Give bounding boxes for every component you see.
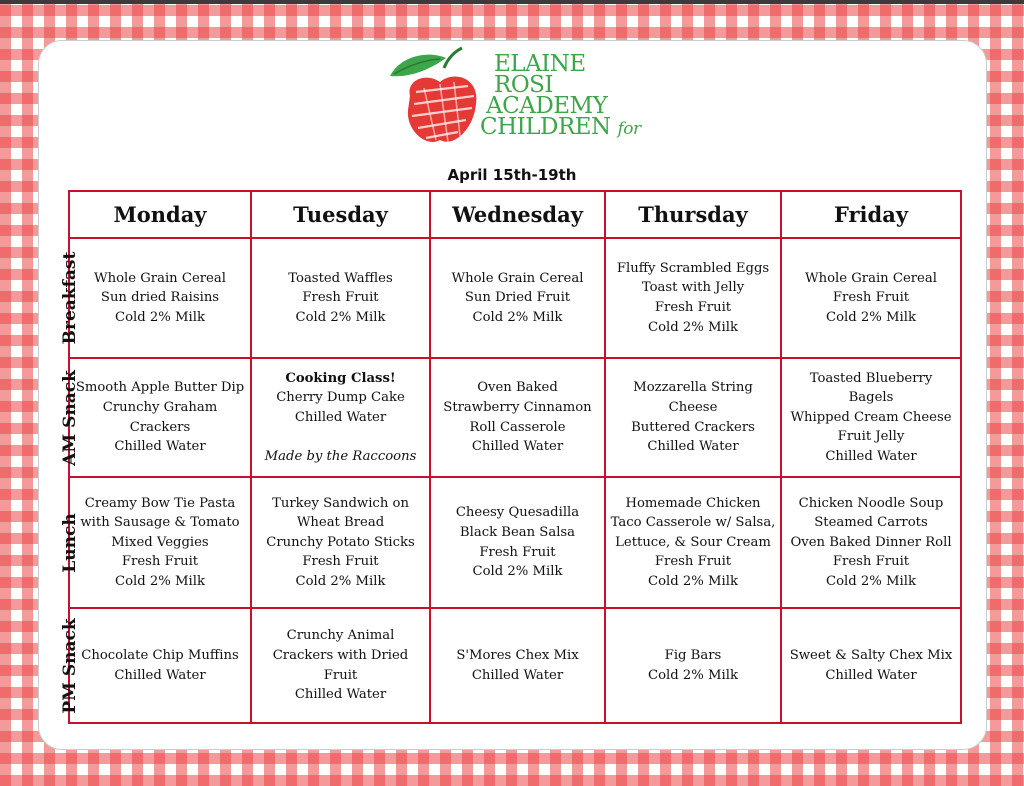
menu-item: Homemade Chicken (625, 495, 761, 511)
menu-cell-am-snack-wednesday (430, 358, 605, 477)
day-header-thursday: Thursday (605, 191, 781, 238)
menu-item-note: Made by the Raccoons (264, 448, 417, 464)
menu-item: Chilled Water (471, 667, 564, 683)
school-name-for: for (617, 119, 641, 139)
menu-item: Cold 2% Milk (295, 573, 386, 589)
menu-item: Smooth Apple Butter Dip (75, 380, 245, 396)
row-label-pm-snack: PM Snack (60, 617, 80, 714)
menu-item: Roll Casserole (469, 419, 566, 435)
menu-item: Lettuce, & Sour Cream (615, 534, 771, 550)
menu-item: Fresh Fruit (479, 544, 556, 560)
menu-item: Sun Dried Fruit (464, 290, 571, 306)
menu-item: Chocolate Chip Muffins (81, 647, 239, 663)
menu-item: Fresh Fruit (302, 554, 379, 570)
menu-cell-am-snack-friday (781, 358, 961, 477)
meal-row-am-snack (69, 358, 961, 477)
menu-item: Mixed Veggies (111, 534, 209, 550)
menu-item: Cold 2% Milk (295, 309, 386, 325)
day-header-row (69, 191, 961, 238)
menu-item: Crackers with Dried (272, 647, 409, 663)
menu-item: Fresh Fruit (654, 300, 732, 315)
menu-item: Turkey Sandwich on (272, 495, 409, 511)
school-name-line4: CHILDREN (480, 114, 611, 140)
menu-item: Chilled Water (471, 439, 564, 455)
menu-item: Steamed Carrots (814, 515, 928, 531)
school-name-line3: ACADEMY (486, 93, 608, 119)
menu-item: Chilled Water (114, 667, 206, 683)
menu-item: Fruit Jelly (837, 429, 905, 445)
menu-item: Fresh Fruit (302, 290, 379, 306)
menu-cell-lunch-monday (69, 477, 251, 608)
menu-item: Sun dried Raisins (100, 290, 220, 306)
menu-item: Creamy Bow Tie Pasta (84, 495, 236, 511)
school-name-line1: ELAINE (494, 51, 586, 77)
school-name-line2: ROSI (494, 72, 554, 98)
menu-item: Cold 2% Milk (826, 573, 916, 589)
menu-item: Buttered Crackers (631, 419, 755, 435)
menu-item: Wheat Bread (296, 515, 385, 531)
menu-item: Mozzarella String (633, 380, 753, 396)
menu-item: S'Mores Chex Mix (456, 647, 579, 663)
menu-item: Cold 2% Milk (472, 309, 563, 325)
menu-item: Chilled Water (647, 439, 739, 455)
menu-item: Taco Casserole w/ Salsa, (610, 515, 776, 531)
day-header-friday: Friday (781, 191, 961, 238)
menu-cell-breakfast-friday (781, 238, 961, 358)
menu-cell-breakfast-monday (69, 238, 251, 358)
menu-cell-pm-snack-tuesday (251, 608, 430, 723)
menu-cell-lunch-wednesday (430, 477, 605, 608)
menu-item: Strawberry Cinnamon (443, 399, 592, 415)
menu-item: Cold 2% Milk (115, 309, 205, 325)
menu-item: Sweet & Salty Chex Mix (789, 647, 953, 663)
menu-item: with Sausage & Tomato (80, 515, 240, 531)
menu-item: Cheese (668, 399, 718, 415)
menu-item: Crunchy Graham (102, 399, 218, 415)
meal-row-breakfast (69, 238, 961, 358)
date-range-heading: April 15th-19th (447, 166, 577, 184)
menu-item: Chilled Water (825, 448, 917, 464)
menu-item-highlight: Cooking Class! (285, 370, 396, 386)
menu-item: Chilled Water (294, 409, 387, 425)
apple-logo-icon (388, 44, 488, 154)
menu-item: Fresh Fruit (832, 554, 910, 570)
menu-item: Crunchy Potato Sticks (266, 534, 415, 550)
menu-cell-pm-snack-friday (781, 608, 961, 723)
menu-item: Whole Grain Cereal (805, 270, 937, 286)
menu-cell-am-snack-thursday (605, 358, 781, 477)
menu-cell-pm-snack-wednesday (430, 608, 605, 723)
menu-item: Fig Bars (664, 647, 722, 663)
meal-row-lunch (69, 477, 961, 608)
menu-item: Chilled Water (114, 439, 206, 455)
menu-item: Crackers (129, 419, 191, 435)
day-header-monday: Monday (69, 191, 251, 238)
menu-cell-am-snack-tuesday (251, 358, 430, 477)
menu-item: Fruit (323, 667, 358, 683)
menu-item: Cold 2% Milk (472, 564, 563, 580)
row-label-breakfast: Breakfast (60, 251, 80, 345)
menu-item: Fresh Fruit (121, 554, 199, 570)
menu-cell-breakfast-thursday (605, 238, 781, 358)
school-name (480, 51, 641, 140)
menu-item: Whole Grain Cereal (451, 270, 584, 286)
menu-cell-pm-snack-thursday (605, 608, 781, 723)
meal-row-pm-snack (69, 608, 961, 723)
menu-item: Chilled Water (294, 687, 387, 703)
menu-item: Oven Baked Dinner Roll (790, 534, 952, 550)
menu-item: Cold 2% Milk (826, 309, 916, 325)
row-label-lunch: Lunch (60, 512, 80, 573)
row-label-am-snack: AM Snack (60, 369, 80, 466)
day-header-tuesday: Tuesday (251, 191, 430, 238)
day-header-wednesday: Wednesday (430, 191, 605, 238)
menu-item: Chilled Water (825, 667, 917, 683)
menu-cell-breakfast-wednesday (430, 238, 605, 358)
menu-item: Fresh Fruit (654, 554, 732, 570)
menu-cell-lunch-thursday (605, 477, 781, 608)
spacer (252, 427, 429, 447)
weekly-menu-table (60, 190, 962, 724)
menu-cell-pm-snack-monday (69, 608, 251, 723)
menu-item: Whipped Cream Cheese (790, 409, 952, 425)
menu-cell-am-snack-monday (69, 358, 251, 477)
menu-item: Cold 2% Milk (648, 667, 738, 683)
school-logo (388, 44, 648, 154)
menu-item: Whole Grain Cereal (94, 270, 226, 286)
menu-item: Chicken Noodle Soup (798, 495, 944, 511)
menu-item: Cherry Dump Cake (276, 390, 405, 406)
menu-item: Black Bean Salsa (459, 524, 576, 540)
menu-cell-lunch-friday (781, 477, 961, 608)
menu-item: Toasted Waffles (288, 270, 393, 286)
menu-item: Cold 2% Milk (648, 319, 738, 335)
menu-cell-lunch-tuesday (251, 477, 430, 608)
menu-item: Fresh Fruit (832, 290, 910, 306)
menu-item: Toast with Jelly (641, 280, 745, 296)
menu-cell-breakfast-tuesday (251, 238, 430, 358)
menu-item: Cold 2% Milk (648, 573, 738, 589)
menu-item: Cold 2% Milk (115, 573, 205, 589)
menu-item: Cheesy Quesadilla (455, 505, 580, 521)
menu-item: Crunchy Animal (286, 628, 395, 644)
menu-item: Toasted Blueberry (809, 370, 933, 386)
menu-item: Oven Baked (477, 380, 558, 396)
menu-item: Fluffy Scrambled Eggs (616, 260, 770, 276)
window-top-edge (0, 0, 1024, 4)
menu-item: Bagels (848, 390, 894, 406)
